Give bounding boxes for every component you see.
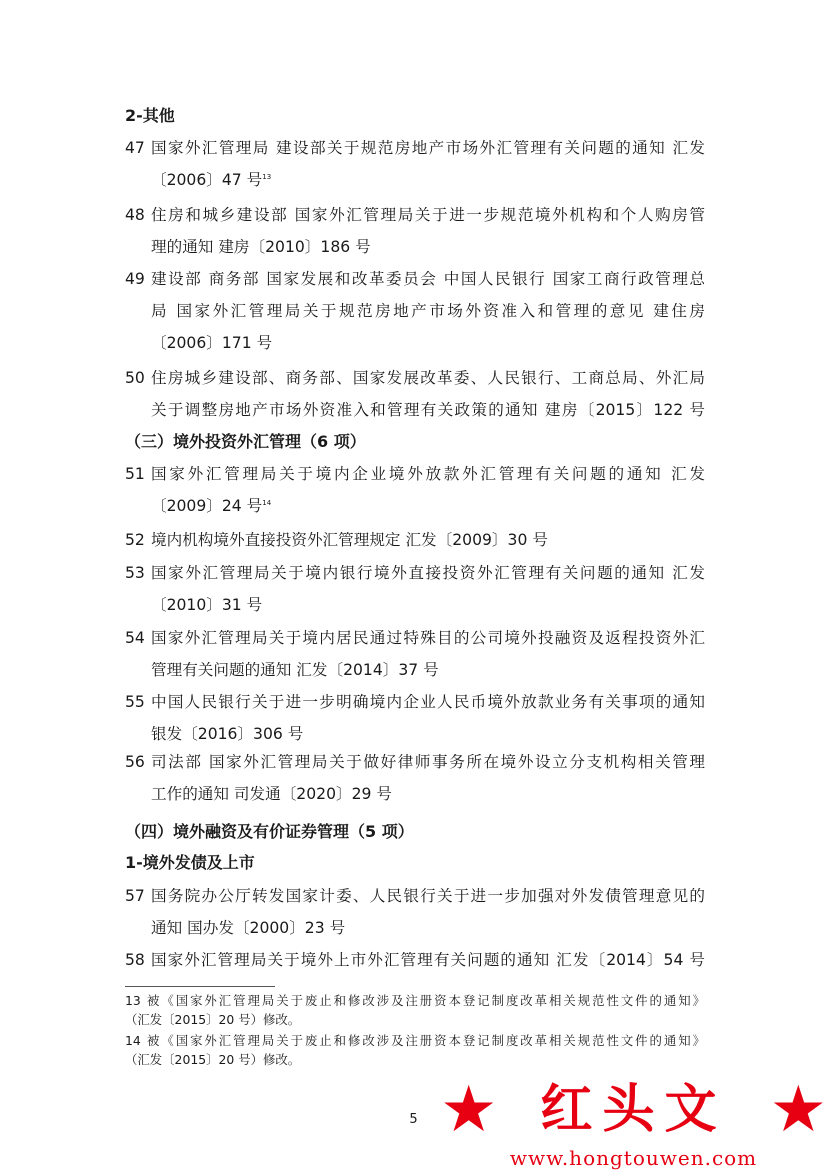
item-number: 56 (125, 753, 145, 771)
item-text-line: 银发〔2016〕306 号 (151, 725, 304, 743)
item-text-line: 工作的通知 司发通〔2020〕29 号 (151, 785, 392, 803)
list-item-58 (125, 944, 705, 976)
item-number: 55 (125, 693, 145, 711)
item-text-line: 国家外汇管理局关于境内居民通过特殊目的公司境外投融资及返程投资外汇 (151, 629, 705, 647)
item-text-line: 中国人民银行关于进一步明确境内企业人民币境外放款业务有关事项的通知 (151, 693, 705, 711)
item-text-line: 国家外汇管理局关于境外上市外汇管理有关问题的通知 汇发〔2014〕54 号 (151, 951, 705, 969)
item-text-line: 司法部 国家外汇管理局关于做好律师事务所在境外设立分支机构相关管理 (151, 753, 705, 771)
footnote-text-line: 被《国家外汇管理局关于废止和修改涉及注册资本登记制度改革相关规范性文件的通知》 (147, 1033, 705, 1048)
footnote-ref[interactable]: 13 (262, 172, 272, 181)
item-number: 53 (125, 564, 145, 582)
list-item-53 (125, 557, 705, 621)
item-text-line: 住房和城乡建设部 国家外汇管理局关于进一步规范境外机构和个人购房管 (151, 206, 705, 224)
footnote-text-line: 被《国家外汇管理局关于废止和修改涉及注册资本登记制度改革相关规范性文件的通知》 (147, 993, 705, 1008)
footnote-number: 13 (125, 993, 141, 1008)
footnote-14 (125, 1031, 705, 1069)
watermark-url: www.hongtouwen.com (509, 1146, 758, 1170)
subsection-heading-bond-listing: 1-境外发债及上市 (125, 853, 255, 872)
page-number: 5 (409, 1112, 418, 1127)
item-text-line: 〔2006〕171 号 (151, 334, 273, 352)
item-text-line: 关于调整房地产市场外资准入和管理有关政策的通知 建房〔2015〕122 号 (151, 401, 705, 419)
list-item-51 (125, 458, 705, 522)
footnote-number: 14 (125, 1033, 141, 1048)
footnote-text-line: （汇发〔2015〕20 号）修改。 (125, 1052, 301, 1067)
item-text-line: 建设部 商务部 国家发展和改革委员会 中国人民银行 国家工商行政管理总 (151, 270, 705, 288)
list-item-50 (125, 362, 705, 426)
item-number: 48 (125, 206, 145, 224)
list-item-57 (125, 880, 705, 944)
item-text-line: 〔2010〕31 号 (151, 596, 263, 614)
footnote-13 (125, 991, 705, 1029)
list-item-54 (125, 622, 705, 686)
star-icon: ★ (440, 1073, 498, 1147)
section-heading-overseas-financing: （四）境外融资及有价证券管理（5 项） (125, 822, 414, 841)
list-item-56 (125, 746, 705, 810)
star-icon: ★ (769, 1073, 827, 1147)
item-number: 58 (125, 951, 145, 969)
list-item-55 (125, 686, 705, 750)
section-heading-other: 2-其他 (125, 106, 175, 125)
section-heading-overseas-investment: （三）境外投资外汇管理（6 项） (125, 432, 366, 451)
item-text-line: 国务院办公厅转发国家计委、人民银行关于进一步加强对外发债管理意见的 (151, 887, 705, 905)
item-number: 52 (125, 531, 145, 549)
item-text-line: 〔2006〕47 号 (151, 171, 263, 189)
item-text-line: 国家外汇管理局 建设部关于规范房地产市场外汇管理有关问题的通知 汇发 (151, 139, 705, 157)
item-text-line: 局 国家外汇管理局关于规范房地产市场外资准入和管理的意见 建住房 (151, 302, 705, 320)
item-text-line: 通知 国办发〔2000〕23 号 (151, 919, 346, 937)
item-number: 54 (125, 629, 145, 647)
item-text-line: 管理有关问题的通知 汇发〔2014〕37 号 (151, 661, 439, 679)
item-number: 51 (125, 465, 145, 483)
item-text-line: 〔2009〕24 号 (151, 497, 263, 515)
footnote-divider (125, 986, 275, 987)
watermark-text: 红头文 (540, 1079, 727, 1140)
item-number: 50 (125, 369, 145, 387)
list-item-47 (125, 132, 705, 196)
item-number: 49 (125, 270, 145, 288)
footnote-text-line: （汇发〔2015〕20 号）修改。 (125, 1012, 301, 1027)
list-item-52 (125, 524, 705, 556)
footnote-ref[interactable]: 14 (262, 498, 272, 507)
item-text-line: 国家外汇管理局关于境内企业境外放款外汇管理有关问题的通知 汇发 (151, 465, 705, 483)
item-text-line: 国家外汇管理局关于境内银行境外直接投资外汇管理有关问题的通知 汇发 (151, 564, 705, 582)
item-text-line: 境内机构境外直接投资外汇管理规定 汇发〔2009〕30 号 (151, 531, 548, 549)
item-number: 57 (125, 887, 145, 905)
item-text-line: 理的通知 建房〔2010〕186 号 (151, 238, 371, 256)
list-item-48 (125, 199, 705, 263)
list-item-49 (125, 263, 705, 359)
item-number: 47 (125, 139, 145, 157)
watermark-logo (440, 1075, 827, 1170)
item-text-line: 住房城乡建设部、商务部、国家发展改革委、人民银行、工商总局、外汇局 (151, 369, 705, 387)
